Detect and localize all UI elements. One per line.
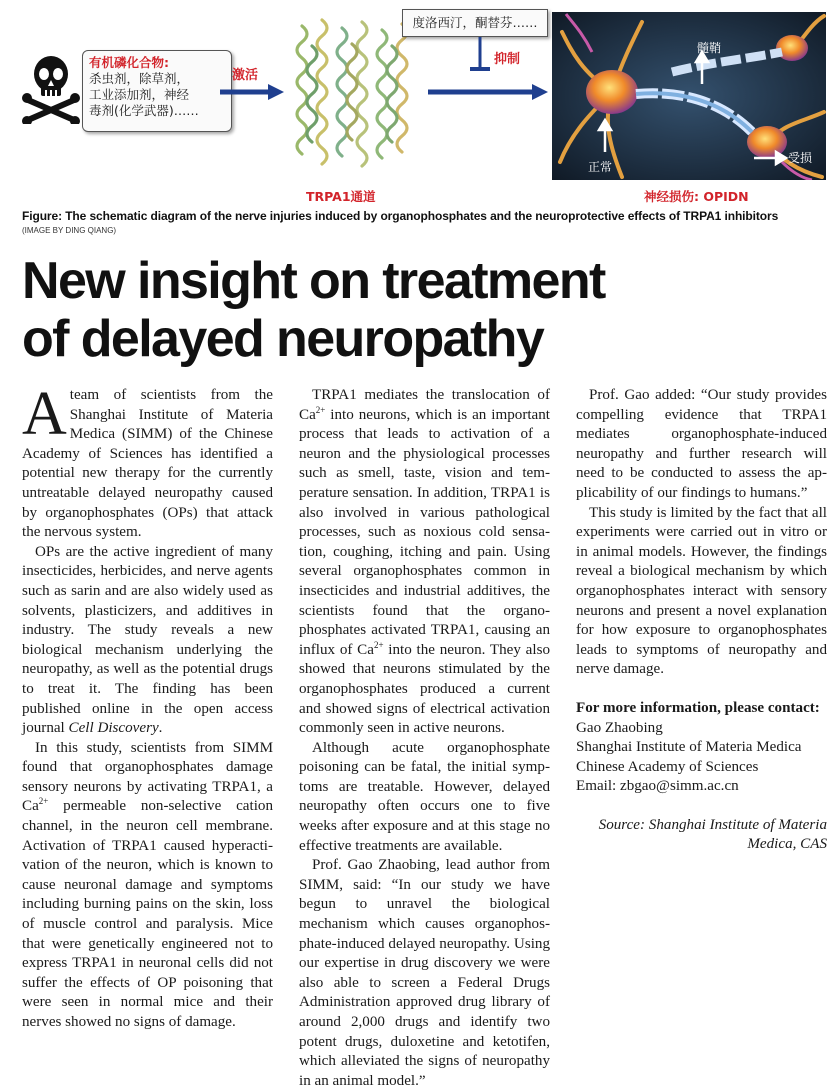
inhibitor-box: 度洛西汀，酮替芬…… [402,9,548,37]
contact-block [576,699,827,797]
image-credit: (IMAGE BY DING QIANG) [22,226,117,235]
trpa1-channel-label: TRPA1通道 [306,189,376,204]
superscript: 2+ [315,404,326,415]
organophosphate-line: 毒剂(化学武器)…… [89,103,199,118]
opidn-label: 神经损伤: OPIDN [644,189,749,204]
paragraph-text: TRPA1 mediates the translocation of Ca [299,387,550,423]
superscript: 2+ [373,639,384,650]
inhibit-label: 抑制 [494,52,521,67]
trpa1-protein-structure [288,16,420,180]
headline-line-2: of delayed neuropathy [22,310,544,368]
damaged-tag: 受损 [788,151,813,165]
article-column-2 [299,386,550,1091]
contact-org: Chinese Academy of Sciences [576,758,759,775]
activate-arrow-icon [218,82,286,102]
contact-email[interactable]: Email: zbgao@simm.ac.cn [576,778,739,795]
paragraph-text: This study is limited by the fact that all experiments were carried out in vitro or in animal models. However, the findings reveal a biological mechanism by which organophosphates interact with sensory neurons and present a novel explanation for how exposure to organophosphates leads to symptoms of neuropathy and nerve damage. [576,504,827,678]
organophosphate-box [82,50,232,132]
paragraph-text: In this study, scientists from SIMM found that organophosphates damage sensory neurons by activating TRPA1, a Ca [22,739,273,815]
superscript: 2+ [38,796,49,807]
paragraph-text: Prof. Gao Zhaobing, lead author from SIMM, said: “In our study we have begun to unravel the biological mechanism which causes organophosphate-induced delayed neuropathy. Using our expertise in drug discovery we were also able to screen a Federal Drugs Administration approved drug library of around 2,000 drugs and identify two potent drugs, duloxetine and ketotifen, which alleviated the signs of neuropathy in an animal model.” [299,857,550,1089]
headline-line-1: New insight on treatment [22,252,605,310]
organophosphate-line: 工业添加剂，神经 [89,87,190,102]
activate-label: 激活 [232,68,259,83]
inhibit-bar-icon [468,37,492,71]
paragraph [299,386,550,739]
paragraph [22,380,273,543]
journal-name: Cell Discovery [68,720,159,737]
normal-tag: 正常 [588,160,613,174]
neuron-damage-image [552,12,826,180]
paragraph-text: into the neuron. They also showed that neurons stimulated by the organophosphates produced a current and showed signs of electrical activation commonly seen in active neurons. [299,641,550,737]
article-column-1 [22,380,273,1030]
neuron-illustration [552,12,826,180]
contact-name: Gao Zhaobing [576,719,663,736]
paragraph [299,739,550,857]
inhibit-arrow-icon [426,82,552,102]
figure [22,6,826,206]
paragraph [299,856,550,1091]
contact-org: Shanghai Institute of Materia Medica [576,739,802,756]
skull-crossbones-icon [22,50,80,124]
paragraph [22,543,273,739]
paragraph-text: permeable non-selective cation channel, in the neuron cell membrane. Activation of TRPA1 caused hyperactivation of the neuron, which is known to cause neuronal damage and symptoms including burning pains on the skin, loss of muscle control and paralysis. Mice that were genetically engineered not to express TRPA1 in neuronal cells did not suffer the effects of OP poisoning that were seen in normal mice and their nerves showed no signs of damage. [22,798,273,1030]
organophosphate-line: 杀虫剂，除草剂， [89,71,190,86]
contact-heading: For more information, please contact: [576,699,820,716]
paragraph-text: . [158,720,163,737]
paragraph-text: Prof. Gao added: “Our study provides compelling evidence that TRPA1 mediates organophosphate-induced neuropathy and further research will need to be conducted to assess the applicability of our findings to humans.” [576,387,827,501]
organophosphate-title: 有机磷化合物: [89,55,169,70]
myelin-tag: 髓鞘 [697,41,722,55]
article-column-3 [576,386,827,855]
paragraph-text: Although acute organophosphate poisoning can be fatal, the initial symptoms are treatable. However, delayed neuropathy often occurs one to five weeks after exposure and at this stage no effective treatments are available. [299,739,550,854]
source-credit: Source: Shanghai Institute of Materia Medica, CAS [598,816,827,853]
paragraph-text: OPs are the active ingredient of many insecticides, herbicides, and nerve agents such as sarin and are also widely used as solvents, plasticizers, and additives in industry. The study reveals a new biological mechanism underlying the neuropathy, as well as the potential drugs to treat it. The finding has been published online in the open access journal [22,543,273,737]
figure-caption: Figure: The schematic diagram of the nerve injuries induced by organophosphates and the neuroprotective effects of TRPA1 inhibitors [22,209,779,223]
paragraph [576,504,827,680]
drop-cap: A [22,380,67,448]
paragraph-text: team of scientists from the Shanghai Institute of Materia Medica (SIMM) of the Chinese Academy of Sciences has identified a potential new therapy for the currently untreatable delayed neuropathy caused by organophosphates (OPs) that attack the nervous system. [22,387,273,541]
paragraph [576,386,827,504]
headline [22,252,822,368]
paragraph-text: into neurons, which is an important process that leads to activation of a neuron and the physiological processes such as smell, taste, vision and temperature sensation. In addition, TRPA1 is also involved in various pathological processes, such as noxious cold sensation, coughing, itching and pain. Using several organophosphates common in insecticides and industrial additives, the scientists found that the organophosphates activated TRPA1, causing an influx of Ca [299,406,550,658]
